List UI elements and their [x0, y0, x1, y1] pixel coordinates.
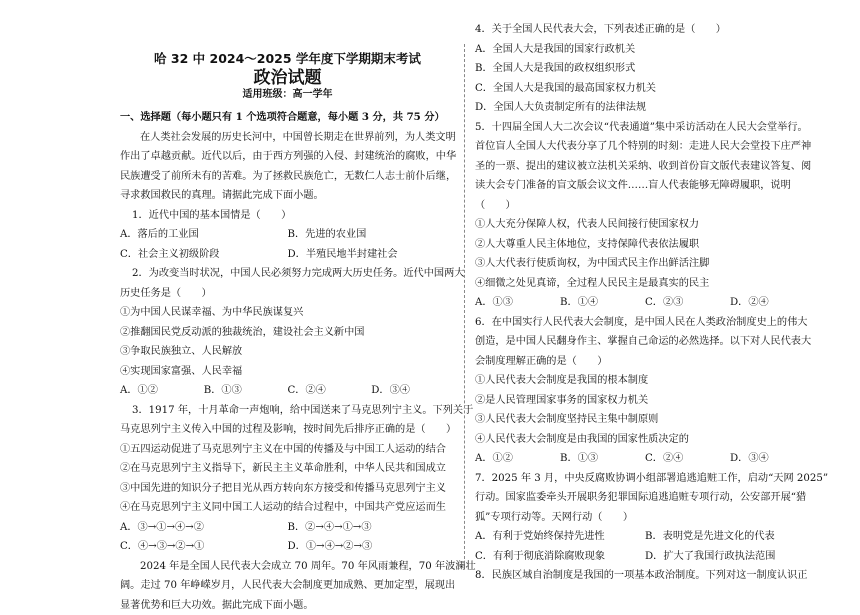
text-line: ①人大充分保障人权，代表人民间接行使国家权力	[475, 215, 815, 235]
text-line: 6．在中国实行人民代表大会制度，是中国人民在人类政治制度史上的伟大	[475, 313, 815, 333]
text-line: ④细微之处见真谛，全过程人民民主是最真实的民主	[475, 274, 815, 294]
text-line: 行动。国家监委牵头开展职务犯罪国际追逃追赃专项行动，公安部开展“猎	[475, 488, 815, 508]
answer-option: C．有利于彻底消除腐败现象	[475, 547, 645, 567]
text-line: 2．为改变当时状况，中国人民必须努力完成两大历史任务。近代中国两大	[120, 264, 455, 284]
answer-option: B．①③	[204, 381, 288, 401]
answer-options	[120, 225, 455, 245]
answer-option: B．①④	[560, 293, 645, 313]
text-line: 8．民族区域自治制度是我国的一项基本政治制度。下列对这一制度认识正	[475, 566, 815, 586]
text-line: D．全国人大负责制定所有的法律法规	[475, 98, 815, 118]
class-label: 适用班级：高一学年	[120, 85, 455, 100]
text-line: 显著优势和巨大功效。据此完成下面小题。	[120, 596, 455, 615]
text-line: B．全国人大是我国的政权组织形式	[475, 59, 815, 79]
answer-option: B．先进的农业国	[288, 225, 456, 245]
answer-option: D．②④	[730, 293, 815, 313]
text-line: 历史任务是（ ）	[120, 284, 455, 304]
text-line: ②推翻国民党反动派的独裁统治，建设社会主义新中国	[120, 323, 455, 343]
answer-options	[475, 527, 815, 547]
answer-option: D．①→④→②→③	[288, 537, 456, 557]
text-line: 一、选择题（每小题只有 1 个选项符合题意，每小题 3 分，共 75 分）	[120, 108, 455, 128]
text-line: 首位盲人全国人大代表分享了几个特别的时刻：走进人民大会堂投下庄严神	[475, 137, 815, 157]
text-line: 读大会专门准备的盲文版会议文件……盲人代表能够无障碍履职，说明	[475, 176, 815, 196]
text-line: ④在马克思列宁主义同中国工人运动的结合过程中，中国共产党应运而生	[120, 498, 455, 518]
text-line: 4．关于全国人民代表大会，下列表述正确的是（ ）	[475, 20, 815, 40]
text-line: 马克思列宁主义传入中国的过程及影响，按时间先后排序正确的是（ ）	[120, 420, 455, 440]
text-line: C．全国人大是我国的最高国家权力机关	[475, 79, 815, 99]
answer-option: A．①②	[120, 381, 204, 401]
text-line: 1．近代中国的基本国情是（ ）	[120, 206, 455, 226]
text-line: ①人民代表大会制度是我国的根本制度	[475, 371, 815, 391]
column-divider	[464, 44, 465, 564]
text-line: （ ）	[475, 196, 815, 216]
answer-option: C．④→③→②→①	[120, 537, 288, 557]
text-line: ①为中国人民谋幸福、为中华民族谋复兴	[120, 303, 455, 323]
answer-option: B．表明党是先进文化的代表	[645, 527, 815, 547]
left-column	[120, 108, 455, 615]
text-line: 3．1917 年，十月革命一声炮响，给中国送来了马克思列宁主义。下列关于	[120, 401, 455, 421]
answer-options	[120, 245, 455, 265]
answer-options	[475, 547, 815, 567]
text-line: ②是人民管理国家事务的国家权力机关	[475, 391, 815, 411]
answer-option: A．①③	[475, 293, 560, 313]
text-line: 2024 年是全国人民代表大会成立 70 周年。70 年风雨兼程，70 年波澜壮	[120, 557, 455, 577]
answer-options	[120, 518, 455, 538]
answer-options	[120, 381, 455, 401]
text-line: ②在马克思列宁主义指导下，新民主主义革命胜利，中华人民共和国成立	[120, 459, 455, 479]
answer-option: B．①③	[560, 449, 645, 469]
text-line: 民族遭受了前所未有的苦难。为了拯救民族危亡，无数仁人志士前仆后继，	[120, 167, 455, 187]
right-column	[475, 20, 815, 586]
text-line: ③人大代表行使质询权，为中国式民主作出鲜活注脚	[475, 254, 815, 274]
exam-title: 哈 32 中 2024～2025 学年度下学期期末考试	[120, 49, 455, 67]
text-line: 阔。走过 70 年峥嵘岁月，人民代表大会制度更加成熟、更加定型，展现出	[120, 576, 455, 596]
text-line: ③中国先进的知识分子把目光从西方转向东方接受和传播马克思列宁主义	[120, 479, 455, 499]
answer-options	[475, 293, 815, 313]
answer-option: C．②④	[645, 449, 730, 469]
answer-option: C．②④	[288, 381, 372, 401]
text-line: 创造，是中国人民翻身作主、掌握自己命运的必然选择。以下对人民代表大	[475, 332, 815, 352]
answer-option: A．③→①→④→②	[120, 518, 288, 538]
answer-options	[120, 537, 455, 557]
text-line: ④人民代表大会制度是由我国的国家性质决定的	[475, 430, 815, 450]
text-line: 5．十四届全国人大二次会议“代表通道”集中采访活动在人民大会堂举行。	[475, 118, 815, 138]
text-line: 7．2025 年 3 月，中央反腐败协调小组部署追逃追赃工作，启动“天网 2025”	[475, 469, 815, 489]
text-line: ②人大尊重人民主体地位，支持保障代表依法履职	[475, 235, 815, 255]
answer-option: A．落后的工业国	[120, 225, 288, 245]
text-line: ③人民代表大会制度坚持民主集中制原则	[475, 410, 815, 430]
text-line: ①五四运动促进了马克思列宁主义在中国的传播及与中国工人运动的结合	[120, 440, 455, 460]
answer-option: A．①②	[475, 449, 560, 469]
answer-option: C．②③	[645, 293, 730, 313]
text-line: 寻求救国救民的真理。请据此完成下面小题。	[120, 186, 455, 206]
answer-option: D．③④	[371, 381, 455, 401]
text-line: 作出了卓越贡献。近代以后，由于西方列强的入侵、封建统治的腐败，中华	[120, 147, 455, 167]
text-line: A．全国人大是我国的国家行政机关	[475, 40, 815, 60]
answer-option: C．社会主义初级阶段	[120, 245, 288, 265]
answer-option: D．扩大了我国行政执法范围	[645, 547, 815, 567]
answer-option: B．②→④→①→③	[288, 518, 456, 538]
text-line: 会制度理解正确的是（ ）	[475, 352, 815, 372]
text-line: 在人类社会发展的历史长河中，中国曾长期走在世界前列，为人类文明	[120, 128, 455, 148]
text-line: 狐”专项行动等。天网行动（ ）	[475, 508, 815, 528]
answer-option: D．③④	[730, 449, 815, 469]
text-line: 圣的一票、提出的建议被立法机关采纳、收到首份盲文版代表建议答复、阅	[475, 157, 815, 177]
answer-option: D．半殖民地半封建社会	[288, 245, 456, 265]
text-line: ③争取民族独立、人民解放	[120, 342, 455, 362]
answer-option: A．有利于党始终保持先进性	[475, 527, 645, 547]
answer-options	[475, 449, 815, 469]
text-line: ④实现国家富强、人民幸福	[120, 362, 455, 382]
subject-title: 政治试题	[120, 63, 455, 88]
